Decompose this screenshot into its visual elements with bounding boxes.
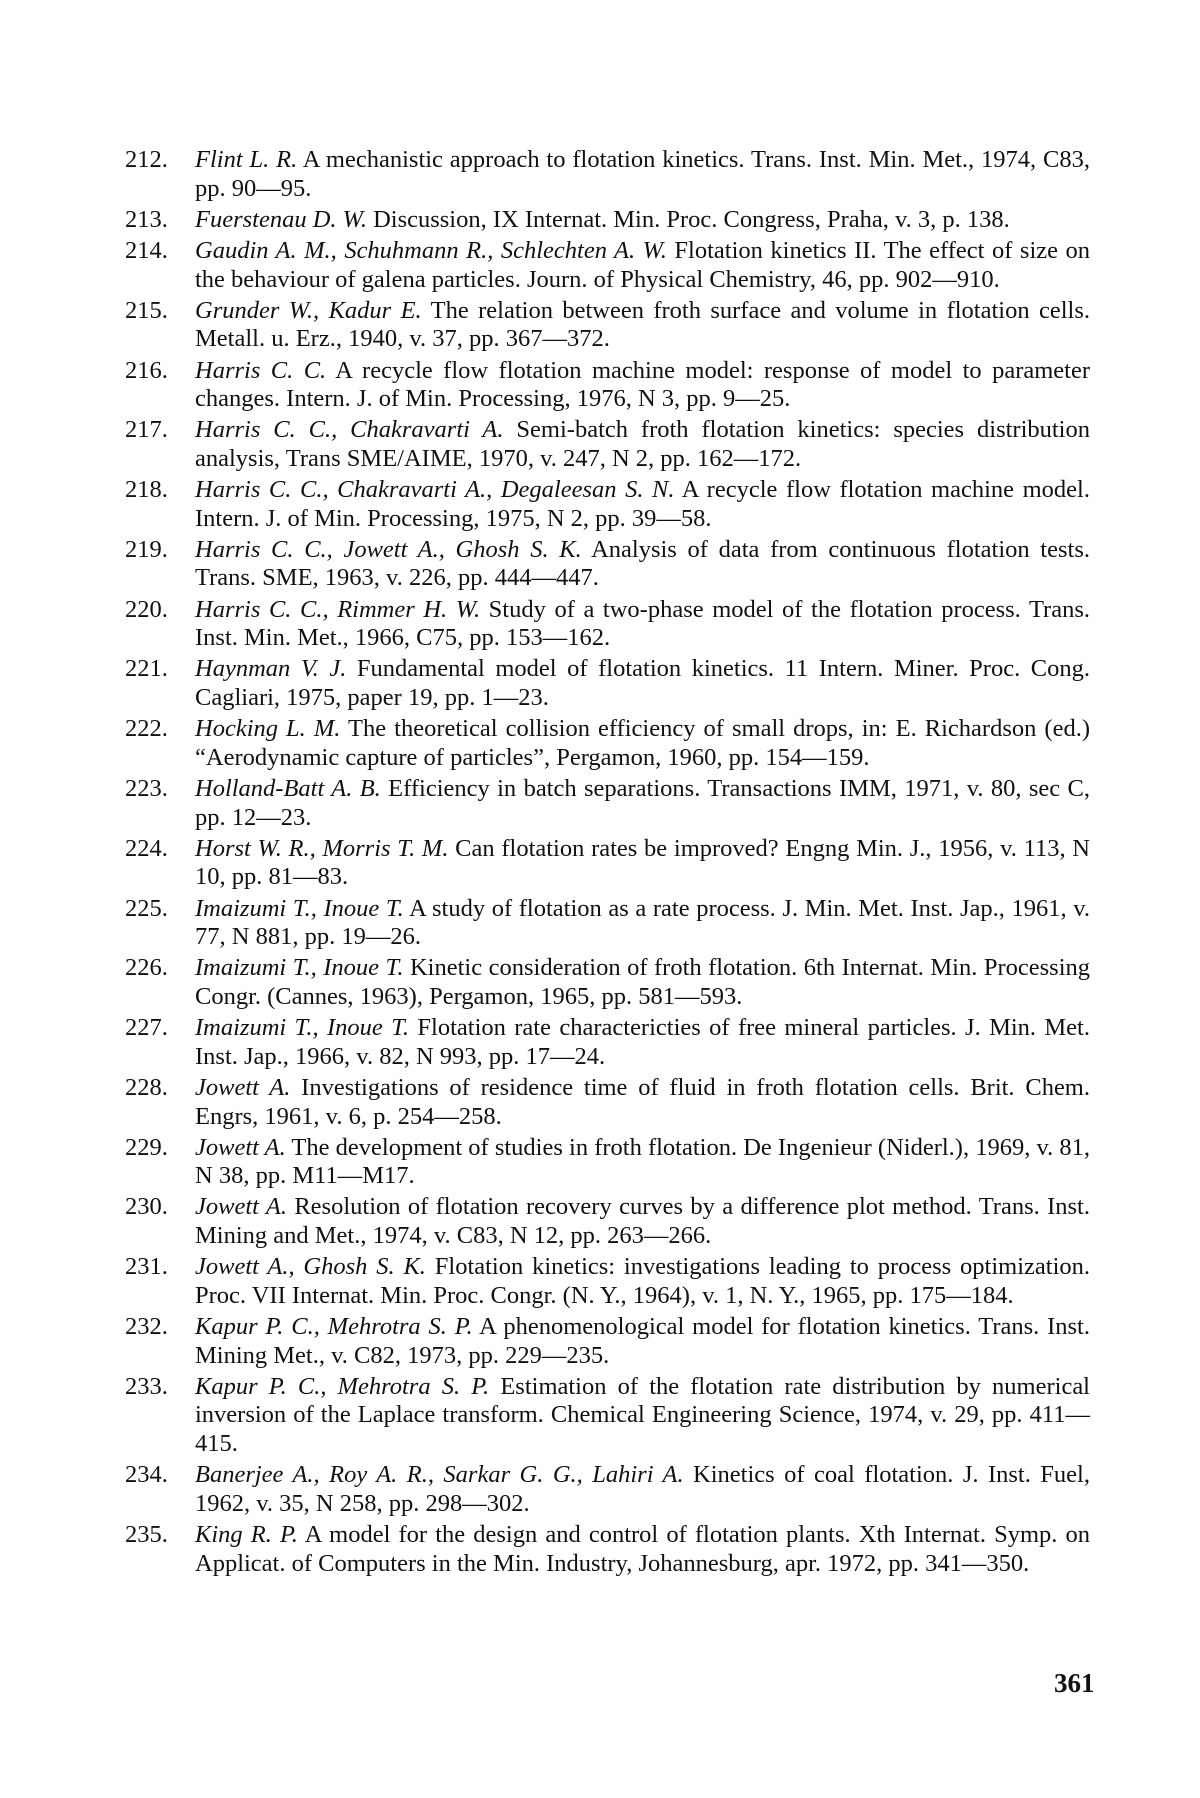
reference-number: 234. [125, 1461, 168, 1489]
reference-number: 218. [125, 476, 168, 504]
reference-text: A model for the design and control of flotation plants. Xth Internat. Symp. on Applicat. of Computers in the Min. Industry, Johannesburg, apr. 1972, pp. 341—350. [195, 1520, 1090, 1577]
reference-number: 223. [125, 775, 168, 802]
reference-item [125, 205, 1090, 235]
reference-item [125, 146, 1090, 203]
reference-text: Analysis of data from continuous flotation tests. Trans. SME, 1963, v. 226, pp. 444—447. [195, 535, 1090, 592]
reference-text: A study of flotation as a rate process. J. Min. Met. Inst. Jap., 1961, v. 77, N 881, pp. 19—26. [195, 894, 1090, 951]
reference-item [125, 715, 1090, 772]
reference-authors: Harris C. C., Rimmer H. W. [195, 595, 481, 623]
reference-number: 224. [125, 834, 168, 862]
reference-item [125, 1372, 1090, 1459]
reference-text: Flotation kinetics: investigations leading to process optimization. Proc. VII Internat. Min. Proc. Congr. (N. Y., 1964), v. 1, N. Y., 1965, pp. 175—184. [195, 1253, 1091, 1309]
reference-item [125, 476, 1090, 533]
reference-item [125, 236, 1090, 294]
reference-item [125, 954, 1090, 1011]
reference-text: Flotation rate charactericties of free mineral particles. J. Min. Met. Inst. Jap., 1966, v. 82, N 993, pp. 17—24. [195, 1014, 1090, 1070]
reference-authors: Gaudin A. M., Schuhmann R., Schlechten A. W. [195, 236, 667, 264]
reference-authors: Horst W. R., Morris T. M. [195, 834, 449, 862]
reference-item [125, 1014, 1090, 1071]
reference-item [125, 775, 1090, 832]
reference-authors: Jowett A. [195, 1133, 286, 1161]
reference-authors: Grunder W., Kadur E. [195, 296, 422, 324]
reference-item [125, 894, 1090, 952]
reference-item [125, 1253, 1091, 1310]
reference-item [125, 1461, 1090, 1518]
reference-number: 221. [125, 655, 168, 683]
reference-authors: Hocking L. M. [195, 715, 341, 743]
reference-item [125, 834, 1090, 892]
reference-number: 217. [125, 416, 168, 444]
reference-authors: Harris C. C., Chakravarti A. [195, 416, 504, 444]
reference-text: Efficiency in batch separations. Transactions IMM, 1971, v. 80, sec C, pp. 12—23. [195, 775, 1090, 831]
reference-item [125, 655, 1090, 712]
reference-text: The relation between froth surface and volume in flotation cells. Metall. u. Erz., 1940, v. 37, pp. 367—372. [195, 296, 1090, 353]
reference-number: 215. [125, 296, 168, 324]
reference-item [125, 356, 1090, 414]
reference-authors: Jowett A., Ghosh S. K. [195, 1253, 426, 1281]
reference-number: 216. [125, 356, 168, 384]
reference-text: Kinetics of coal flotation. J. Inst. Fuel, 1962, v. 35, N 258, pp. 298—302. [195, 1461, 1090, 1517]
reference-authors: Jowett A. [195, 1193, 287, 1221]
reference-item [125, 595, 1090, 653]
reference-text: The theoretical collision efficiency of small drops, in: E. Richardson (ed.) “Aerodynamic capture of particles”, Pergamon, 1960, pp. 154—159. [195, 715, 1090, 771]
reference-authors: Imaizumi T., Inoue T. [195, 894, 404, 922]
reference-authors: Holland-Batt A. B. [195, 775, 381, 802]
reference-authors: Kapur P. C., Mehrotra S. P. [195, 1372, 490, 1400]
reference-text: A phenomenological model for flotation kinetics. Trans. Inst. Mining Met., v. C82, 1973, pp. 229—235. [195, 1313, 1090, 1369]
reference-item [125, 1133, 1090, 1191]
reference-item [125, 416, 1090, 473]
reference-text: The development of studies in froth flotation. De Ingenieur (Niderl.), 1969, v. 81, N 38, pp. M11—M17. [195, 1133, 1090, 1190]
reference-text: Kinetic consideration of froth flotation. 6th Internat. Min. Processing Congr. (Cannes, 1963), Pergamon, 1965, pp. 581—593. [195, 954, 1090, 1010]
reference-number: 214. [125, 236, 168, 264]
reference-text: Study of a two-phase model of the flotation process. Trans. Inst. Min. Met., 1966, C75, pp. 153—162. [195, 595, 1090, 652]
reference-text: A mechanistic approach to flotation kinetics. Trans. Inst. Min. Met., 1974, C83, pp. 90—95. [195, 146, 1090, 202]
reference-item [125, 296, 1090, 354]
reference-authors: Flint L. R. [195, 146, 298, 173]
reference-text: Semi-batch froth flotation kinetics: species distribution analysis, Trans SME/AIME, 1970, v. 247, N 2, pp. 162—172. [195, 416, 1090, 472]
reference-authors: Fuerstenau D. W. [195, 205, 367, 233]
reference-number: 232. [125, 1313, 168, 1341]
reference-number: 227. [125, 1014, 168, 1042]
reference-authors: King R. P. [195, 1520, 298, 1548]
reference-text: Can flotation rates be improved? Engng Min. J., 1956, v. 113, N 10, pp. 81—83. [195, 834, 1090, 891]
reference-number: 231. [125, 1253, 168, 1281]
reference-item [125, 1073, 1090, 1131]
reference-number: 225. [125, 894, 168, 922]
reference-authors: Banerjee A., Roy A. R., Sarkar G. G., Lahiri A. [195, 1461, 684, 1489]
reference-number: 228. [125, 1073, 168, 1101]
reference-text: Discussion, IX Internat. Min. Proc. Congress, Praha, v. 3, p. 138. [366, 205, 1010, 233]
reference-number: 220. [125, 595, 168, 623]
reference-number: 226. [125, 954, 168, 982]
reference-number: 229. [125, 1133, 168, 1161]
reference-authors: Harris C. C., Chakravarti A., Degaleesan S. N. [195, 476, 675, 504]
reference-text: Fundamental model of flotation kinetics. 11 Intern. Miner. Proc. Cong. Cagliari, 1975, paper 19, pp. 1—23. [195, 655, 1090, 712]
reference-number: 235. [125, 1520, 168, 1548]
reference-authors: Imaizumi T., Inoue T. [195, 1014, 410, 1042]
reference-item [125, 1520, 1090, 1578]
page-number: 361 [1054, 1668, 1095, 1698]
reference-text: A recycle flow flotation machine model. Intern. J. of Min. Processing, 1975, N 2, pp. 39—58. [195, 476, 1090, 532]
reference-authors: Jowett A. [195, 1073, 291, 1101]
reference-text: Resolution of flotation recovery curves by a difference plot method. Trans. Inst. Mining and Met., 1974, v. C83, N 12, pp. 263—266. [195, 1193, 1090, 1250]
reference-text: Investigations of residence time of fluid in froth flotation cells. Brit. Chem. Engrs, 1961, v. 6, p. 254—258. [195, 1073, 1090, 1130]
reference-number: 219. [125, 535, 168, 563]
reference-number: 222. [125, 715, 168, 743]
reference-number: 213. [125, 205, 168, 233]
reference-number: 230. [125, 1193, 168, 1221]
reference-text: Flotation kinetics II. The effect of size on the behaviour of galena particles. Journ. of Physical Chemistry, 46, pp. 902—910. [195, 236, 1090, 293]
reference-authors: Harris C. C., Jowett A., Ghosh S. K. [195, 535, 582, 563]
reference-number: 233. [125, 1372, 168, 1400]
reference-item [125, 1313, 1090, 1370]
reference-number: 212. [125, 146, 168, 173]
reference-text: A recycle flow flotation machine model: response of model to parameter changes. Intern. J. of Min. Processing, 1976, N 3, pp. 9—25. [195, 356, 1090, 413]
reference-item [125, 1193, 1090, 1250]
reference-list [125, 146, 1091, 1581]
reference-authors: Haynman V. J. [195, 655, 347, 683]
reference-authors: Imaizumi T., Inoue T. [195, 954, 404, 982]
reference-authors: Kapur P. C., Mehrotra S. P. [195, 1313, 473, 1341]
reference-authors: Harris C. C. [195, 356, 327, 384]
reference-text: Estimation of the flotation rate distribution by numerical inversion of the Laplace transform. Chemical Engineering Science, 1974, v. 29, pp. 411—415. [195, 1372, 1090, 1457]
reference-item [125, 535, 1090, 593]
